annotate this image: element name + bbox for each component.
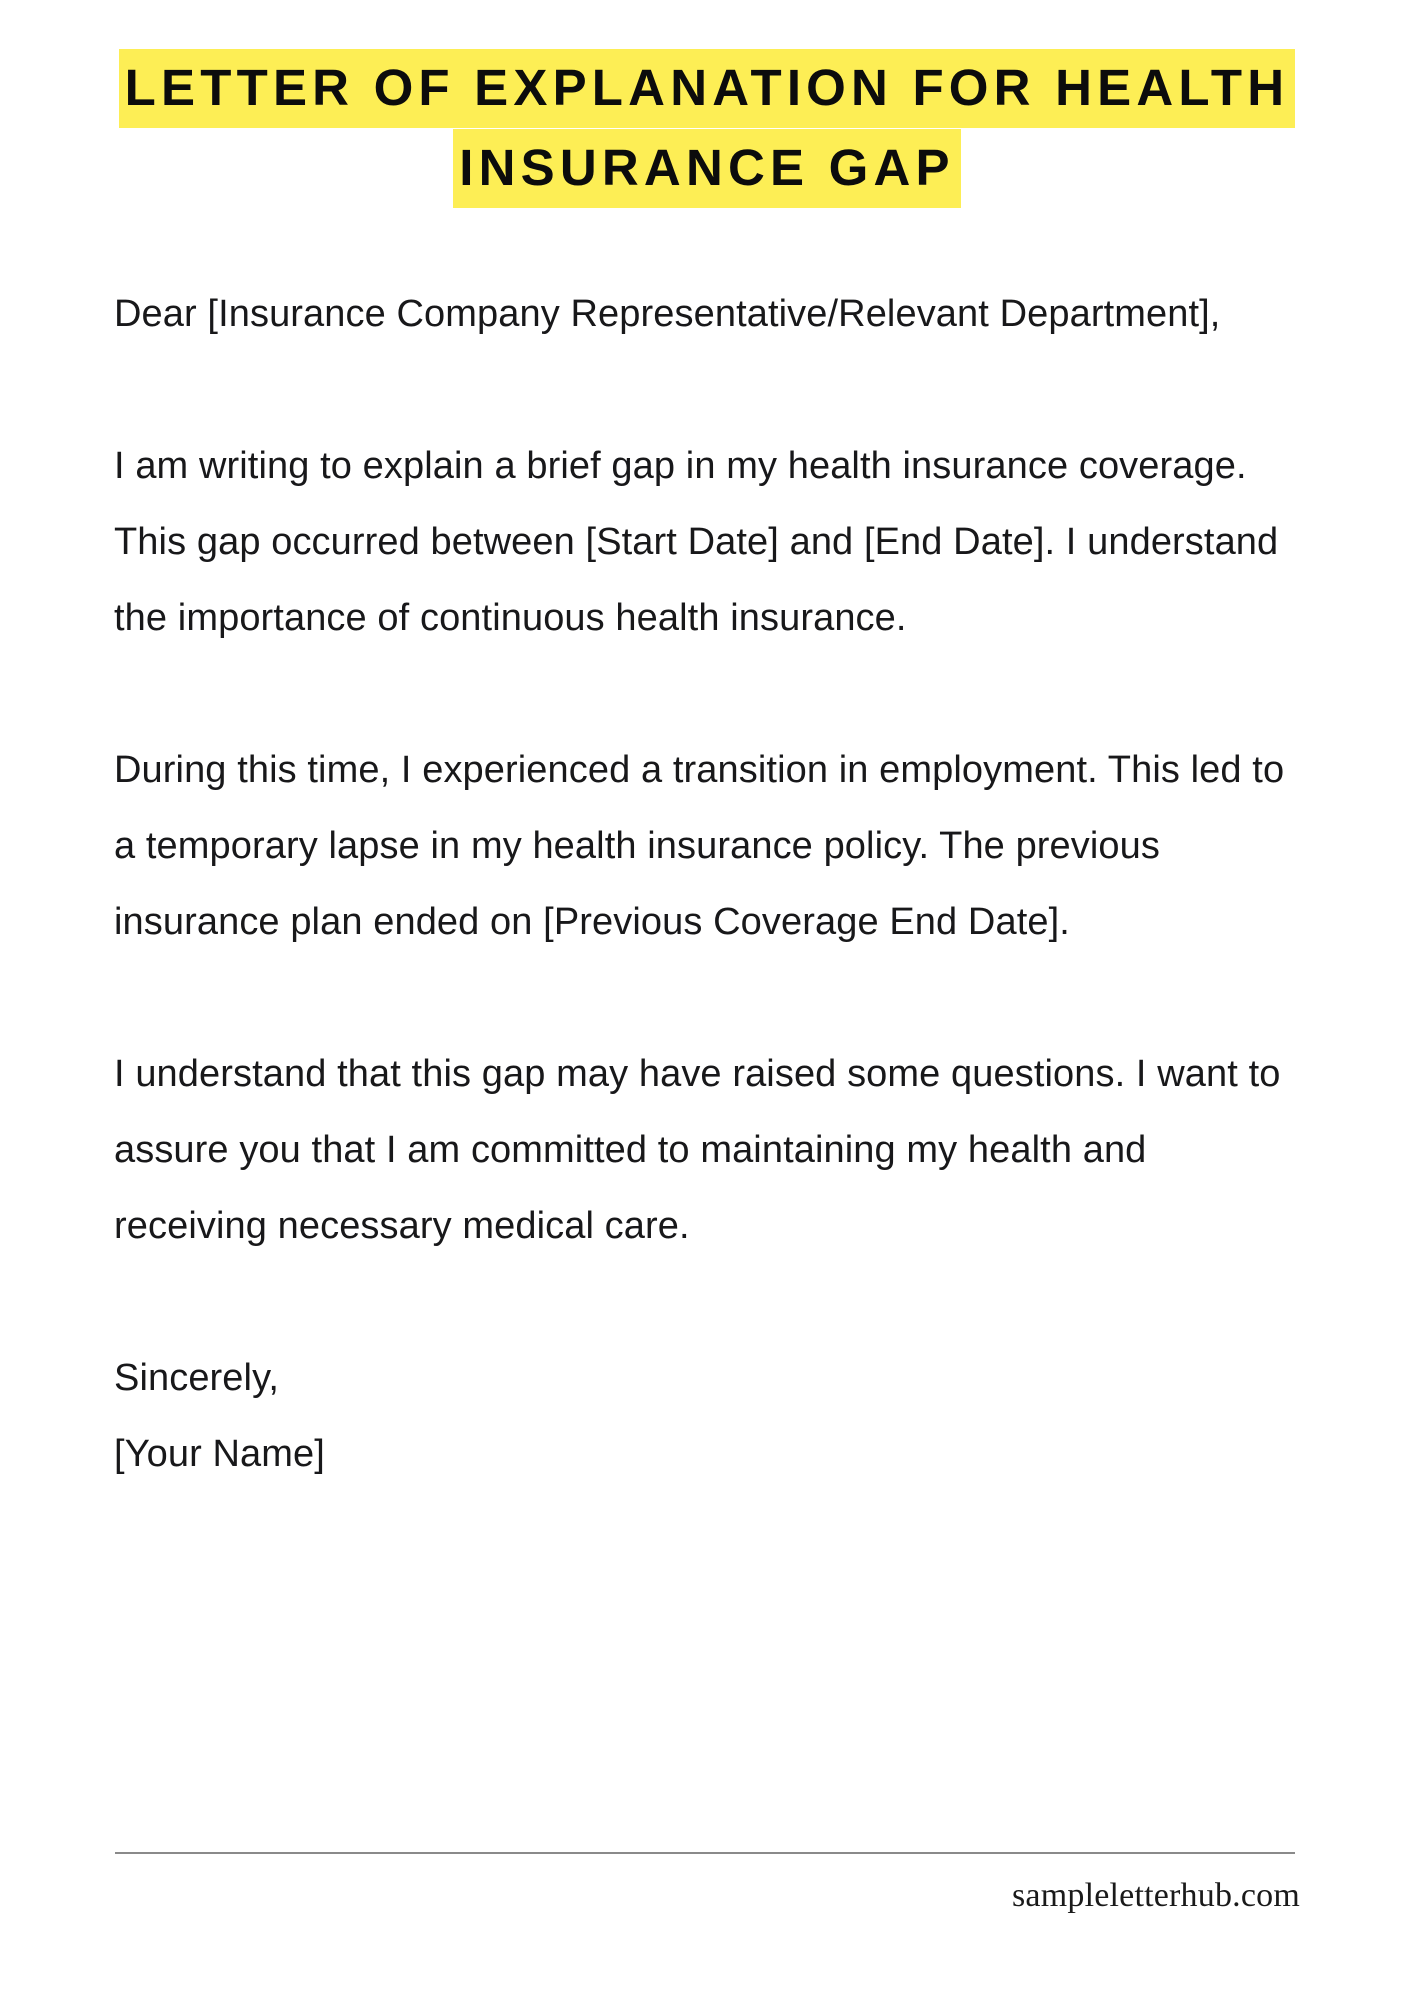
letter-body <box>114 276 1300 1492</box>
title-highlight-1: LETTER OF EXPLANATION FOR HEALTH <box>119 49 1296 128</box>
body-paragraph-3: I understand that this gap may have raised some questions. I want to assure you that I am committed to maintaining my health and receiving necessary medical care. <box>114 1053 1281 1247</box>
title-line-2 <box>0 128 1414 208</box>
footer-website-url: sampleletterhub.com <box>1012 1877 1300 1914</box>
signature-name: [Your Name] <box>114 1433 325 1475</box>
footer-divider <box>115 1852 1295 1854</box>
body-paragraph-1: I am writing to explain a brief gap in my health insurance coverage. This gap occurred between [Start Date] and [End Date]. I understand the importance of continuous health insurance. <box>114 445 1279 639</box>
signature-block <box>114 1340 1300 1492</box>
title-highlight-2: INSURANCE GAP <box>453 129 960 208</box>
body-paragraph-2: During this time, I experienced a transition in employment. This led to a temporary lapse in my health insurance policy. The previous insurance plan ended on [Previous Coverage End Date]. <box>114 749 1285 943</box>
title-line-1 <box>0 48 1414 128</box>
salutation: Dear [Insurance Company Representative/Relevant Department], <box>114 293 1221 335</box>
closing-line: Sincerely, <box>114 1357 280 1399</box>
page-title <box>0 48 1414 208</box>
